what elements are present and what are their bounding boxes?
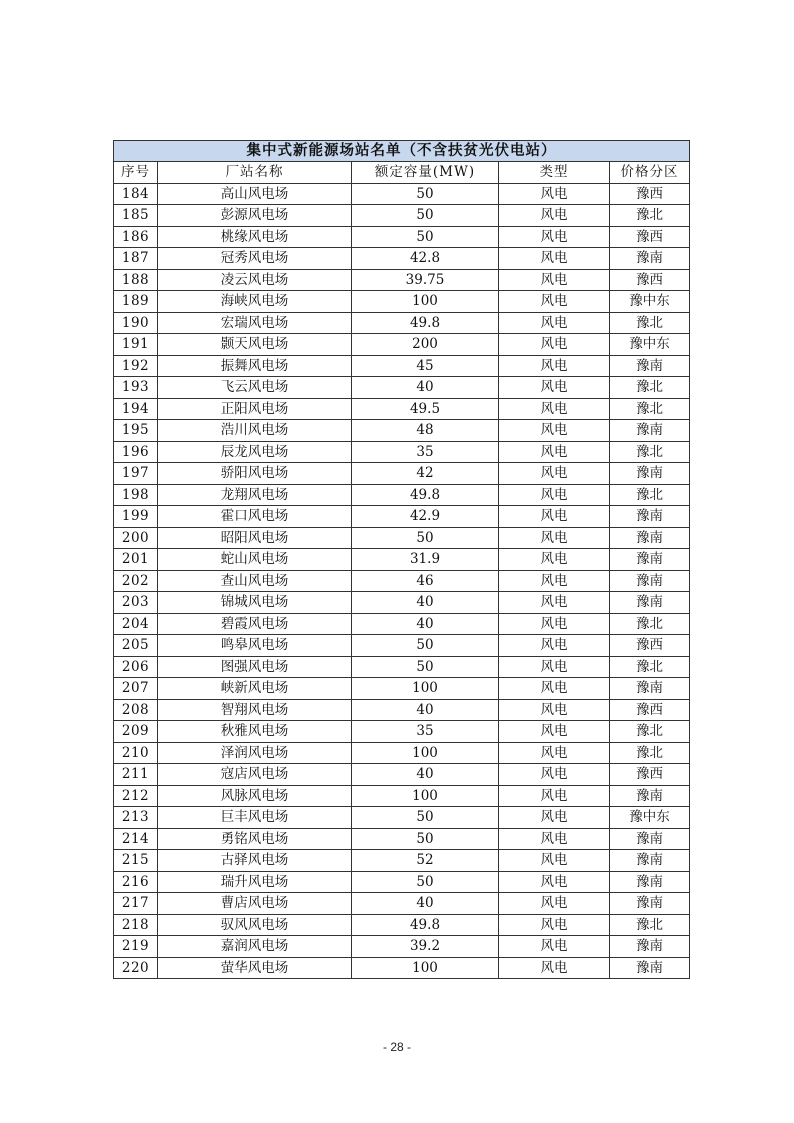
serial-cell: 201 — [114, 549, 158, 571]
type-cell: 风电 — [499, 334, 610, 356]
table-row — [114, 205, 690, 227]
station-name-cell: 萤华风电场 — [158, 957, 352, 979]
type-cell: 风电 — [499, 871, 610, 893]
capacity-cell: 100 — [352, 678, 499, 700]
type-cell: 风电 — [499, 656, 610, 678]
type-cell: 风电 — [499, 613, 610, 635]
serial-cell: 209 — [114, 721, 158, 743]
type-cell: 风电 — [499, 936, 610, 958]
price-zone-cell: 豫南 — [610, 248, 690, 270]
capacity-cell: 100 — [352, 742, 499, 764]
serial-cell: 207 — [114, 678, 158, 700]
type-cell: 风电 — [499, 183, 610, 205]
capacity-cell: 50 — [352, 527, 499, 549]
table-row — [114, 183, 690, 205]
price-zone-cell: 豫西 — [610, 764, 690, 786]
column-header-capacity: 额定容量(MW) — [352, 162, 499, 184]
station-name-cell: 瑞升风电场 — [158, 871, 352, 893]
type-cell: 风电 — [499, 527, 610, 549]
station-name-cell: 碧霞风电场 — [158, 613, 352, 635]
price-zone-cell: 豫南 — [610, 893, 690, 915]
station-name-cell: 查山风电场 — [158, 570, 352, 592]
table-row — [114, 226, 690, 248]
station-name-cell: 曹店风电场 — [158, 893, 352, 915]
price-zone-cell: 豫南 — [610, 549, 690, 571]
serial-cell: 195 — [114, 420, 158, 442]
table-row — [114, 678, 690, 700]
capacity-cell: 35 — [352, 721, 499, 743]
table-row — [114, 893, 690, 915]
price-zone-cell: 豫南 — [610, 957, 690, 979]
table-title: 集中式新能源场站名单（不含扶贫光伏电站） — [114, 141, 690, 162]
station-name-cell: 宏瑞风电场 — [158, 312, 352, 334]
type-cell: 风电 — [499, 893, 610, 915]
serial-cell: 192 — [114, 355, 158, 377]
table-row — [114, 484, 690, 506]
capacity-cell: 50 — [352, 183, 499, 205]
station-name-cell: 霍口风电场 — [158, 506, 352, 528]
capacity-cell: 46 — [352, 570, 499, 592]
type-cell: 风电 — [499, 484, 610, 506]
price-zone-cell: 豫北 — [610, 914, 690, 936]
table-row — [114, 957, 690, 979]
serial-cell: 191 — [114, 334, 158, 356]
station-name-cell: 浩川风电场 — [158, 420, 352, 442]
serial-cell: 186 — [114, 226, 158, 248]
capacity-cell: 52 — [352, 850, 499, 872]
station-name-cell: 凌云风电场 — [158, 269, 352, 291]
table-row — [114, 828, 690, 850]
price-zone-cell: 豫中东 — [610, 334, 690, 356]
table-row — [114, 807, 690, 829]
price-zone-cell: 豫北 — [610, 721, 690, 743]
table-row — [114, 871, 690, 893]
type-cell: 风电 — [499, 807, 610, 829]
price-zone-cell: 豫北 — [610, 312, 690, 334]
type-cell: 风电 — [499, 699, 610, 721]
price-zone-cell: 豫北 — [610, 205, 690, 227]
capacity-cell: 40 — [352, 893, 499, 915]
price-zone-cell: 豫北 — [610, 441, 690, 463]
price-zone-cell: 豫北 — [610, 377, 690, 399]
table-row — [114, 656, 690, 678]
station-name-cell: 秋雅风电场 — [158, 721, 352, 743]
price-zone-cell: 豫南 — [610, 592, 690, 614]
capacity-cell: 49.8 — [352, 914, 499, 936]
price-zone-cell: 豫西 — [610, 269, 690, 291]
price-zone-cell: 豫南 — [610, 527, 690, 549]
serial-cell: 197 — [114, 463, 158, 485]
capacity-cell: 40 — [352, 613, 499, 635]
table-body — [114, 183, 690, 979]
column-header-price-zone: 价格分区 — [610, 162, 690, 184]
capacity-cell: 48 — [352, 420, 499, 442]
capacity-cell: 45 — [352, 355, 499, 377]
capacity-cell: 50 — [352, 635, 499, 657]
type-cell: 风电 — [499, 592, 610, 614]
serial-cell: 219 — [114, 936, 158, 958]
capacity-cell: 100 — [352, 785, 499, 807]
price-zone-cell: 豫南 — [610, 506, 690, 528]
capacity-cell: 42.8 — [352, 248, 499, 270]
serial-cell: 204 — [114, 613, 158, 635]
station-name-cell: 嘉润风电场 — [158, 936, 352, 958]
serial-cell: 214 — [114, 828, 158, 850]
capacity-cell: 100 — [352, 957, 499, 979]
station-name-cell: 锦城风电场 — [158, 592, 352, 614]
table-row — [114, 549, 690, 571]
station-name-cell: 风脉风电场 — [158, 785, 352, 807]
page-number: - 28 - — [382, 1040, 411, 1054]
capacity-cell: 200 — [352, 334, 499, 356]
serial-cell: 217 — [114, 893, 158, 915]
price-zone-cell: 豫西 — [610, 226, 690, 248]
type-cell: 风电 — [499, 957, 610, 979]
station-name-cell: 振舞风电场 — [158, 355, 352, 377]
serial-cell: 194 — [114, 398, 158, 420]
capacity-cell: 100 — [352, 291, 499, 313]
price-zone-cell: 豫南 — [610, 850, 690, 872]
price-zone-cell: 豫中东 — [610, 291, 690, 313]
type-cell: 风电 — [499, 828, 610, 850]
table-row — [114, 936, 690, 958]
type-cell: 风电 — [499, 226, 610, 248]
table-row — [114, 527, 690, 549]
serial-cell: 202 — [114, 570, 158, 592]
table-row — [114, 613, 690, 635]
station-name-cell: 龙翔风电场 — [158, 484, 352, 506]
station-name-cell: 智翔风电场 — [158, 699, 352, 721]
capacity-cell: 50 — [352, 656, 499, 678]
station-name-cell: 泽润风电场 — [158, 742, 352, 764]
capacity-cell: 40 — [352, 699, 499, 721]
serial-cell: 218 — [114, 914, 158, 936]
type-cell: 风电 — [499, 312, 610, 334]
table-row — [114, 506, 690, 528]
type-cell: 风电 — [499, 914, 610, 936]
type-cell: 风电 — [499, 506, 610, 528]
table-row — [114, 441, 690, 463]
type-cell: 风电 — [499, 398, 610, 420]
station-name-cell: 辰龙风电场 — [158, 441, 352, 463]
capacity-cell: 40 — [352, 764, 499, 786]
station-name-cell: 飞云风电场 — [158, 377, 352, 399]
table-row — [114, 850, 690, 872]
table-row — [114, 377, 690, 399]
serial-cell: 203 — [114, 592, 158, 614]
type-cell: 风电 — [499, 355, 610, 377]
table-row — [114, 764, 690, 786]
capacity-cell: 40 — [352, 592, 499, 614]
capacity-cell: 42 — [352, 463, 499, 485]
column-header-serial: 序号 — [114, 162, 158, 184]
price-zone-cell: 豫北 — [610, 742, 690, 764]
column-header-type: 类型 — [499, 162, 610, 184]
capacity-cell: 42.9 — [352, 506, 499, 528]
station-name-cell: 鸣皋风电场 — [158, 635, 352, 657]
price-zone-cell: 豫西 — [610, 699, 690, 721]
table-header-row — [114, 162, 690, 184]
price-zone-cell: 豫南 — [610, 936, 690, 958]
capacity-cell: 39.75 — [352, 269, 499, 291]
price-zone-cell: 豫南 — [610, 871, 690, 893]
type-cell: 风电 — [499, 785, 610, 807]
station-name-cell: 正阳风电场 — [158, 398, 352, 420]
price-zone-cell: 豫南 — [610, 678, 690, 700]
serial-cell: 189 — [114, 291, 158, 313]
station-name-cell: 颢天风电场 — [158, 334, 352, 356]
serial-cell: 220 — [114, 957, 158, 979]
station-name-cell: 彭源风电场 — [158, 205, 352, 227]
serial-cell: 188 — [114, 269, 158, 291]
capacity-cell: 50 — [352, 205, 499, 227]
type-cell: 风电 — [499, 764, 610, 786]
type-cell: 风电 — [499, 441, 610, 463]
station-name-cell: 寇店风电场 — [158, 764, 352, 786]
serial-cell: 196 — [114, 441, 158, 463]
serial-cell: 199 — [114, 506, 158, 528]
station-name-cell: 勇铭风电场 — [158, 828, 352, 850]
table-row — [114, 248, 690, 270]
price-zone-cell: 豫西 — [610, 635, 690, 657]
station-name-cell: 巨丰风电场 — [158, 807, 352, 829]
type-cell: 风电 — [499, 721, 610, 743]
serial-cell: 198 — [114, 484, 158, 506]
capacity-cell: 50 — [352, 226, 499, 248]
serial-cell: 208 — [114, 699, 158, 721]
station-name-cell: 古驿风电场 — [158, 850, 352, 872]
table-row — [114, 420, 690, 442]
capacity-cell: 35 — [352, 441, 499, 463]
type-cell: 风电 — [499, 248, 610, 270]
type-cell: 风电 — [499, 291, 610, 313]
serial-cell: 216 — [114, 871, 158, 893]
table-row — [114, 398, 690, 420]
table-row — [114, 699, 690, 721]
table-row — [114, 742, 690, 764]
type-cell: 风电 — [499, 678, 610, 700]
price-zone-cell: 豫北 — [610, 656, 690, 678]
price-zone-cell: 豫中东 — [610, 807, 690, 829]
price-zone-cell: 豫西 — [610, 183, 690, 205]
station-name-cell: 图强风电场 — [158, 656, 352, 678]
capacity-cell: 50 — [352, 807, 499, 829]
table-row — [114, 312, 690, 334]
type-cell: 风电 — [499, 635, 610, 657]
capacity-cell: 50 — [352, 828, 499, 850]
type-cell: 风电 — [499, 205, 610, 227]
station-name-cell: 桃缘风电场 — [158, 226, 352, 248]
serial-cell: 190 — [114, 312, 158, 334]
capacity-cell: 49.5 — [352, 398, 499, 420]
serial-cell: 193 — [114, 377, 158, 399]
station-name-cell: 冠秀风电场 — [158, 248, 352, 270]
table-row — [114, 785, 690, 807]
type-cell: 风电 — [499, 850, 610, 872]
station-name-cell: 昭阳风电场 — [158, 527, 352, 549]
capacity-cell: 40 — [352, 377, 499, 399]
table-row — [114, 914, 690, 936]
station-name-cell: 蛇山风电场 — [158, 549, 352, 571]
capacity-cell: 49.8 — [352, 484, 499, 506]
column-header-station-name: 厂站名称 — [158, 162, 352, 184]
station-list-table — [113, 140, 690, 979]
price-zone-cell: 豫南 — [610, 420, 690, 442]
capacity-cell: 31.9 — [352, 549, 499, 571]
table-title-row — [114, 141, 690, 162]
capacity-cell: 50 — [352, 871, 499, 893]
table-row — [114, 463, 690, 485]
type-cell: 风电 — [499, 269, 610, 291]
capacity-cell: 49.8 — [352, 312, 499, 334]
serial-cell: 211 — [114, 764, 158, 786]
serial-cell: 205 — [114, 635, 158, 657]
serial-cell: 215 — [114, 850, 158, 872]
serial-cell: 184 — [114, 183, 158, 205]
table-row — [114, 570, 690, 592]
serial-cell: 187 — [114, 248, 158, 270]
table-row — [114, 334, 690, 356]
serial-cell: 212 — [114, 785, 158, 807]
type-cell: 风电 — [499, 742, 610, 764]
serial-cell: 200 — [114, 527, 158, 549]
capacity-cell: 39.2 — [352, 936, 499, 958]
price-zone-cell: 豫南 — [610, 570, 690, 592]
serial-cell: 210 — [114, 742, 158, 764]
station-name-cell: 峡新风电场 — [158, 678, 352, 700]
station-name-cell: 海峡风电场 — [158, 291, 352, 313]
type-cell: 风电 — [499, 570, 610, 592]
table-row — [114, 592, 690, 614]
serial-cell: 206 — [114, 656, 158, 678]
station-name-cell: 驭风风电场 — [158, 914, 352, 936]
table-row — [114, 721, 690, 743]
station-name-cell: 骄阳风电场 — [158, 463, 352, 485]
serial-cell: 185 — [114, 205, 158, 227]
table-row — [114, 355, 690, 377]
price-zone-cell: 豫北 — [610, 484, 690, 506]
price-zone-cell: 豫北 — [610, 398, 690, 420]
price-zone-cell: 豫北 — [610, 613, 690, 635]
station-name-cell: 高山风电场 — [158, 183, 352, 205]
price-zone-cell: 豫南 — [610, 463, 690, 485]
price-zone-cell: 豫南 — [610, 785, 690, 807]
price-zone-cell: 豫南 — [610, 355, 690, 377]
table-row — [114, 635, 690, 657]
type-cell: 风电 — [499, 377, 610, 399]
type-cell: 风电 — [499, 463, 610, 485]
serial-cell: 213 — [114, 807, 158, 829]
type-cell: 风电 — [499, 549, 610, 571]
type-cell: 风电 — [499, 420, 610, 442]
table-row — [114, 269, 690, 291]
table-row — [114, 291, 690, 313]
price-zone-cell: 豫南 — [610, 828, 690, 850]
